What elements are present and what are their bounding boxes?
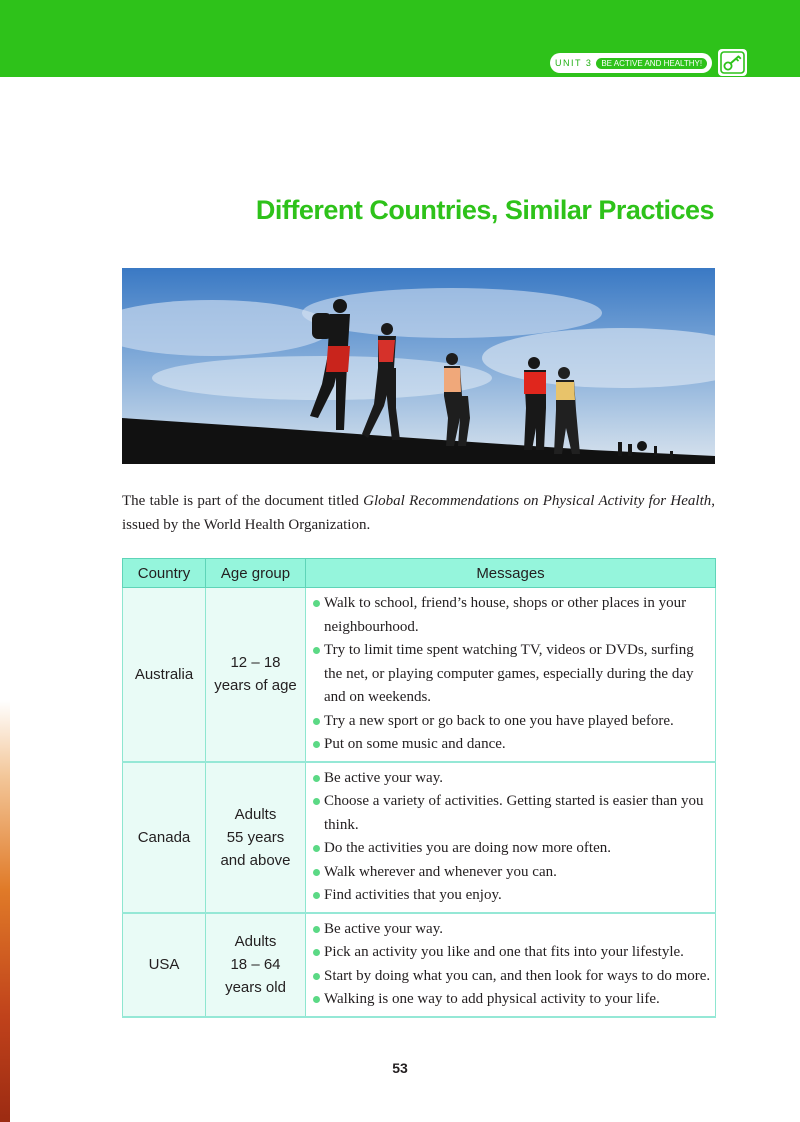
unit-label: UNIT 3 <box>555 58 593 68</box>
messages-cell <box>306 762 716 913</box>
intro-paragraph <box>122 489 715 537</box>
message-item: Start by doing what you can, and then look for ways to do more. <box>310 965 711 989</box>
message-list <box>306 763 715 912</box>
column-header-age-group: Age group <box>206 559 306 588</box>
column-header-messages: Messages <box>306 559 716 588</box>
age-line: years old <box>225 979 286 996</box>
unit-title: BE ACTIVE AND HEALTHY! <box>596 58 707 69</box>
age-line: Adults <box>234 933 277 950</box>
country-cell: Canada <box>123 762 206 913</box>
messages-cell <box>306 913 716 1017</box>
message-item: Walk to school, friend’s house, shops or other places in your neighbourhood. <box>310 592 711 639</box>
message-item: Walk wherever and whenever you can. <box>310 861 711 885</box>
age-line: Adults <box>234 805 277 823</box>
decorative-edge-strip <box>0 700 10 1122</box>
message-item: Pick an activity you like and one that fits into your lifestyle. <box>310 941 711 965</box>
intro-text-after: , issued by the World Health Organization. <box>122 493 715 533</box>
page-number: 53 <box>392 1060 408 1076</box>
table-row-usa <box>123 913 716 1017</box>
messages-cell <box>306 588 716 762</box>
message-item: Put on some music and dance. <box>310 733 711 757</box>
age-line: 12 – 18 <box>230 654 281 672</box>
message-item: Try to limit time spent watching TV, videos or DVDs, surfing the net, or playing computer games, especially during the day and on weekends. <box>310 639 711 710</box>
document-title: Global Recommendations on Physical Activity for Health <box>363 493 712 509</box>
intro-text-before: The table is part of the document titled <box>122 493 364 509</box>
hikers-silhouette-photo <box>122 268 715 464</box>
key-icon <box>718 49 747 76</box>
age-group-cell <box>206 913 306 1017</box>
age-line: 18 – 64 <box>230 956 281 973</box>
message-item: Find activities that you enjoy. <box>310 884 711 908</box>
page-title: Different Countries, Similar Practices <box>255 195 714 225</box>
message-item: Be active your way. <box>310 767 711 791</box>
message-item: Be active your way. <box>310 918 711 942</box>
age-line: 55 years <box>226 828 285 846</box>
table-row-australia <box>123 588 716 762</box>
table-row-canada <box>123 762 716 913</box>
message-item: Try a new sport or go back to one you have played before. <box>310 710 711 734</box>
age-group-cell <box>206 762 306 913</box>
age-group-cell <box>206 588 306 762</box>
recommendations-table <box>122 558 716 1018</box>
message-item: Choose a variety of activities. Getting started is easier than you think. <box>310 790 711 837</box>
age-line: and above <box>220 851 291 869</box>
table-header-row <box>123 559 716 588</box>
country-cell: Australia <box>123 588 206 762</box>
message-list <box>306 588 715 761</box>
age-line: years of age <box>214 677 297 695</box>
unit-badge <box>550 53 712 73</box>
country-cell: USA <box>123 913 206 1017</box>
message-list <box>306 914 715 1016</box>
message-item: Do the activities you are doing now more often. <box>310 837 711 861</box>
column-header-country: Country <box>123 559 206 588</box>
message-item: Walking is one way to add physical activity to your life. <box>310 988 711 1012</box>
